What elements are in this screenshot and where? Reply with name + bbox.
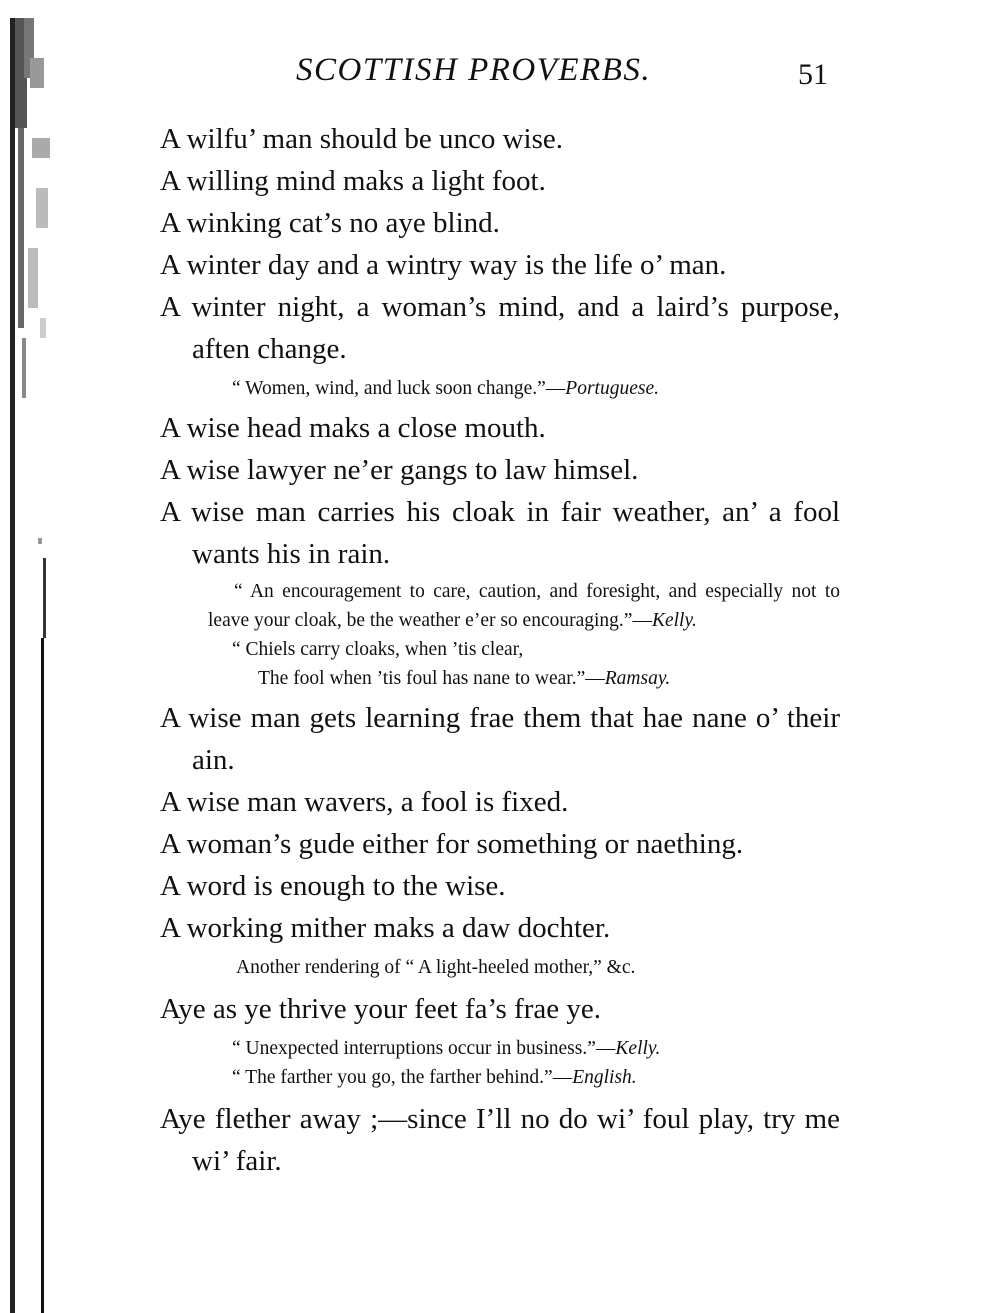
note (160, 577, 840, 635)
note: Another rendering of “ A light-heeled mother,” &c. (236, 957, 636, 978)
note-text: “ An encouragement to care, caution, and foresight, and especially not to leave your cloak, be the weather e’er so encouraging.”— (208, 581, 840, 631)
note-text: “ Women, wind, and luck soon change.”— (232, 378, 566, 399)
page-number: 51 (798, 58, 828, 91)
note-source: Portuguese. (565, 378, 659, 399)
note (160, 1034, 840, 1063)
proverb: A willing mind maks a light foot. (160, 165, 546, 197)
page-header (0, 52, 1000, 102)
note (160, 1063, 840, 1092)
proverb: Aye flether away ;—since I’ll no do wi’ foul play, try me wi’ fair. (160, 1103, 840, 1177)
proverb-list (160, 118, 840, 1182)
proverb: A word is enough to the wise. (160, 870, 506, 902)
proverb: A winter day and a wintry way is the life o’ man. (160, 249, 727, 281)
note (160, 374, 840, 403)
binding-shadow (10, 18, 52, 1313)
proverb: A wise man gets learning frae them that hae nane o’ their ain. (160, 702, 840, 776)
proverb: A wilfu’ man should be unco wise. (160, 123, 563, 155)
proverb: A wise head maks a close mouth. (160, 412, 546, 444)
note-text: “ The farther you go, the farther behind.”— (232, 1067, 573, 1088)
note-source: Kelly. (615, 1038, 661, 1059)
note-source: Ramsay. (604, 668, 671, 689)
note-text: “ Unexpected interruptions occur in business.”— (232, 1038, 616, 1059)
note-verse-line (160, 664, 840, 693)
proverb: Aye as ye thrive your feet fa’s frae ye. (160, 993, 601, 1025)
proverb: A wise lawyer ne’er gangs to law himsel. (160, 454, 639, 486)
proverb: A wise man wavers, a fool is fixed. (160, 786, 569, 818)
note-source: English. (572, 1067, 637, 1088)
proverb: A wise man carries his cloak in fair weather, an’ a fool wants his in rain. (160, 496, 840, 570)
proverb: A working mither maks a daw dochter. (160, 912, 611, 944)
running-title: SCOTTISH PROVERBS. (296, 52, 652, 88)
note-text: The fool when ’tis foul has nane to wear.”— (258, 668, 605, 689)
note-source: Kelly. (651, 610, 697, 631)
note-verse-line: “ Chiels carry cloaks, when ’tis clear, (232, 639, 524, 660)
proverb: A winter night, a woman’s mind, and a laird’s purpose, aften change. (160, 291, 840, 365)
proverb: A winking cat’s no aye blind. (160, 207, 500, 239)
proverb: A woman’s gude either for something or naething. (160, 828, 744, 860)
